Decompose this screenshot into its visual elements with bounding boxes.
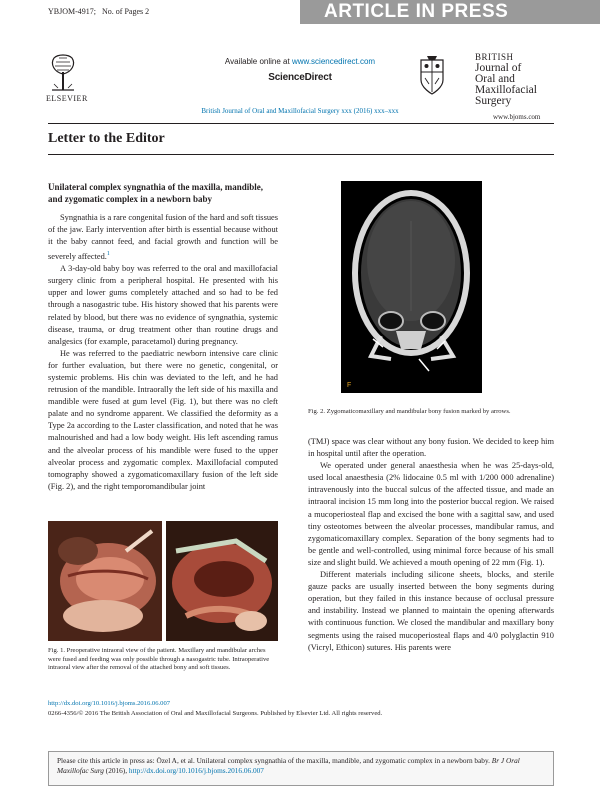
section-title: Letter to the Editor [48, 131, 165, 146]
paragraph: (TMJ) space was clear without any bony fusion. We decided to keep him in hospital until after the operation. [308, 437, 554, 459]
header-divider [48, 123, 554, 124]
article-in-press-banner: ARTICLE IN PRESS [300, 0, 600, 24]
sciencedirect-wordmark: ScienceDirect [268, 72, 332, 83]
figure-1-caption: Fig. 1. Preoperative intraoral view of the patient. Maxillary and mandibular arches were fused and feeding was only possible through a nasogastric tube. Intraoperative intraoral view after the removal of the attached bony and soft tissues. [48, 647, 270, 671]
paragraph: Syngnathia is a rare congenital fusion of the hard and soft tissues of the jaw. Early intervention after birth is essential because without it the baby cannot feed, and facial growth and function will be severely affected.$^1$ [48, 213, 278, 262]
section-divider [48, 154, 554, 155]
page-count: No. of Pages 2 [102, 7, 150, 16]
paragraph: He was referred to the paediatric newborn intensive care clinic for further evaluation, but there were no genetic, congenital, or systemic problems. His chin was deviated to the left, and he had retrusion of the mandible. Intraorally the left side of his maxilla and mandible were fused at gum level (Fig. 1), but there was no cleft palate and no syndrome apparent. We classified the deformity as a Type 2a according to the Laster classification, and noted that he was malnourished and had a low body weight. His left ascending ramus and the alveolar process of his mandible were fused to the upper alveolar process and zygomatic complex. Maxillofacial computed tomography showed a zygomaticomaxillary fusion of the left side (Fig. 2), and the right temporomandibular joint [48, 348, 278, 491]
ct-orientation-marker: F [347, 382, 352, 389]
article-title: Unilateral complex syngnathia of the maxilla, mandible, and zygomatic complex in a newborn baby [48, 182, 264, 204]
article-id: YBJOM-4917; [48, 7, 97, 16]
journal-url[interactable]: www.bjoms.com [493, 113, 541, 121]
citation-box: Please cite this article in press as: Özel A, et al. Unilateral complex syngnathia of the maxilla, mandible, and zygomatic complex in a newborn baby. Br J Oral Maxillofac Surg (2016), http://dx.doi.org/10.1016/j.bjoms.2016.06.007 [48, 751, 554, 786]
left-column [48, 212, 278, 493]
copyright-footer: 0266-4356/© 2016 The British Association of Oral and Maxillofacial Surgeons. Published by Elsevier Ltd. All rights reserved. [48, 710, 383, 717]
available-online: Available online at www.sciencedirect.com [224, 57, 376, 66]
paragraph: We operated under general anaesthesia when he was 25-days-old, used local anaesthesia (2% lidocaine 0.5 ml with 1/200 000 adrenaline) intravenously into the buccal sulcus of the affected tissue, and made an intraoral incision 15 mm long into the posterior buccal region. We raised a mucoperiosteal flap and excised the bone with a sagittal saw, and used tiny osteotomes between the alveolar processes, mandibular ramus, and zygomaticomaxillary complex. Separation of the bony segments had to be gentle and well-controlled, using minimal force because of his small size and slight build. We achieved a mouth opening of 22 mm (Fig. 1). [308, 461, 554, 567]
journal-name: BRITISH Journal of Oral and Maxillofacial Surgery [475, 52, 537, 107]
figure-2-ct-scan [341, 181, 482, 393]
paragraph: Different materials including silicone sheets, blocks, and sterile gauze packs are usually inserted between the bony segments during operation, but they failed in this instance because of occlusal pressure and instability. Instead we planned to maintain the opening afterwards with continuous function. We closed the mandibular and maxillary bony segments using the raised mucoperiosteal flaps and 4/0 polyglactin 910 (Vicryl, Ethicon) sutures. His parents were [308, 570, 554, 652]
figure-1-intraoperative-photo [166, 521, 278, 641]
doi-footer [48, 700, 170, 707]
running-header [48, 7, 149, 16]
bjoms-crest-logo [417, 54, 447, 98]
elsevier-wordmark: ELSEVIER [46, 94, 88, 103]
citation-doi-link[interactable]: http://dx.doi.org/10.1016/j.bjoms.2016.06.007 [128, 766, 264, 775]
doi-link[interactable]: http://dx.doi.org/10.1016/j.bjoms.2016.06.007 [48, 700, 171, 707]
sciencedirect-link[interactable]: www.sciencedirect.com [291, 57, 376, 66]
journal-reference[interactable]: British Journal of Oral and Maxillofacial Surgery xxx (2016) xxx–xxx [201, 107, 399, 115]
right-column [308, 436, 554, 654]
paragraph: A 3-day-old baby boy was referred to the oral and maxillofacial surgery clinic from a peripheral hospital. He presented with his upper and lower gums completely attached and so had to be fed through a nasogastric tube. His history showed that his parents were related by blood, but there was no evidence of syngnathia, systemic disease, trauma, or drug treatment other than routine drugs and analgesics (for example, paracetamol) during pregnancy. [48, 264, 278, 346]
figure-2-caption: Fig. 2. Zygomaticomaxillary and mandibular bony fusion marked by arrows. [308, 408, 511, 415]
figure-1-preoperative-photo [48, 521, 162, 641]
